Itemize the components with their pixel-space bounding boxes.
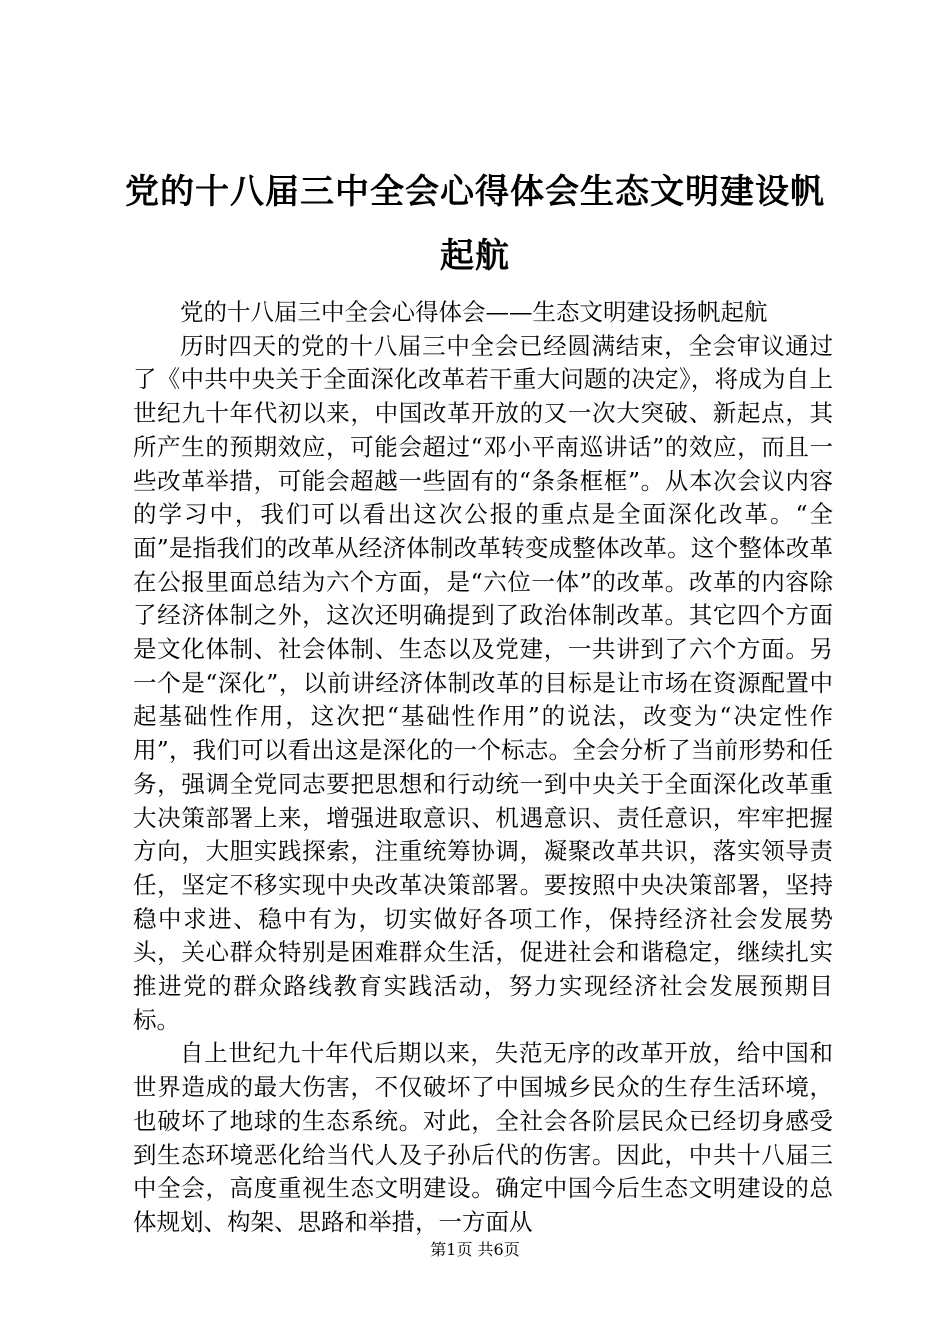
document-title: 党的十八届三中全会心得体会生态文明建设帆起航 xyxy=(125,172,825,276)
subtitle-paragraph: 党的十八届三中全会心得体会——生态文明建设扬帆起航 xyxy=(180,298,768,326)
document-body xyxy=(133,296,833,1240)
body-paragraph: 自上世纪九十年代后期以来，失范无序的改革开放，给中国和世界造成的最大伤害，不仅破坏了中国城乡民众的生存生活环境，也破坏了地球的生态系统。对此，全社会各阶层民众已经切身感受到生态环境恶化给当代人及子孙后代的伤害。因此，中共十八届三中全会，高度重视生态文明建设。确定中国今后生态文明建设的总体规划、构架、思路和举措，一方面从 xyxy=(133,1039,833,1236)
page-footer: 第1页 共6页 xyxy=(430,1240,520,1259)
body-paragraph: 历时四天的党的十八届三中全会已经圆满结束，全会审议通过了《中共中央关于全面深化改革若干重大问题的决定》，将成为自上世纪九十年代初以来，中国改革开放的又一次大突破、新起点，其所产生的预期效应，可能会超过“邓小平南巡讲话”的效应，而且一些改革举措，可能会超越一些固有的“条条框框”。从本次会议内容的学习中，我们可以看出这次公报的重点是全面深化改革。“全面”是指我们的改革从经济体制改革转变成整体改革。这个整体改革在公报里面总结为六个方面，是“六位一体”的改革。改革的内容除了经济体制之外，这次还明确提到了政治体制改革。其它四个方面是文化体制、社会体制、生态以及党建，一共讲到了六个方面。另一个是“深化”，以前讲经济体制改革的目标是让市场在资源配置中起基础性作用，这次把“基础性作用”的说法，改变为“决定性作用”，我们可以看出这是深化的一个标志。全会分析了当前形势和任务，强调全党同志要把思想和行动统一到中央关于全面深化改革重大决策部署上来，增强进取意识、机遇意识、责任意识，牢牢把握方向，大胆实践探索，注重统筹协调，凝聚改革共识，落实领导责任，坚定不移实现中央改革决策部署。要按照中央决策部署，坚持稳中求进、稳中有为，切实做好各项工作，保持经济社会发展势头，关心群众特别是困难群众生活，促进社会和谐稳定，继续扎实推进党的群众路线教育实践活动，努力实现经济社会发展预期目标。 xyxy=(133,331,833,1034)
